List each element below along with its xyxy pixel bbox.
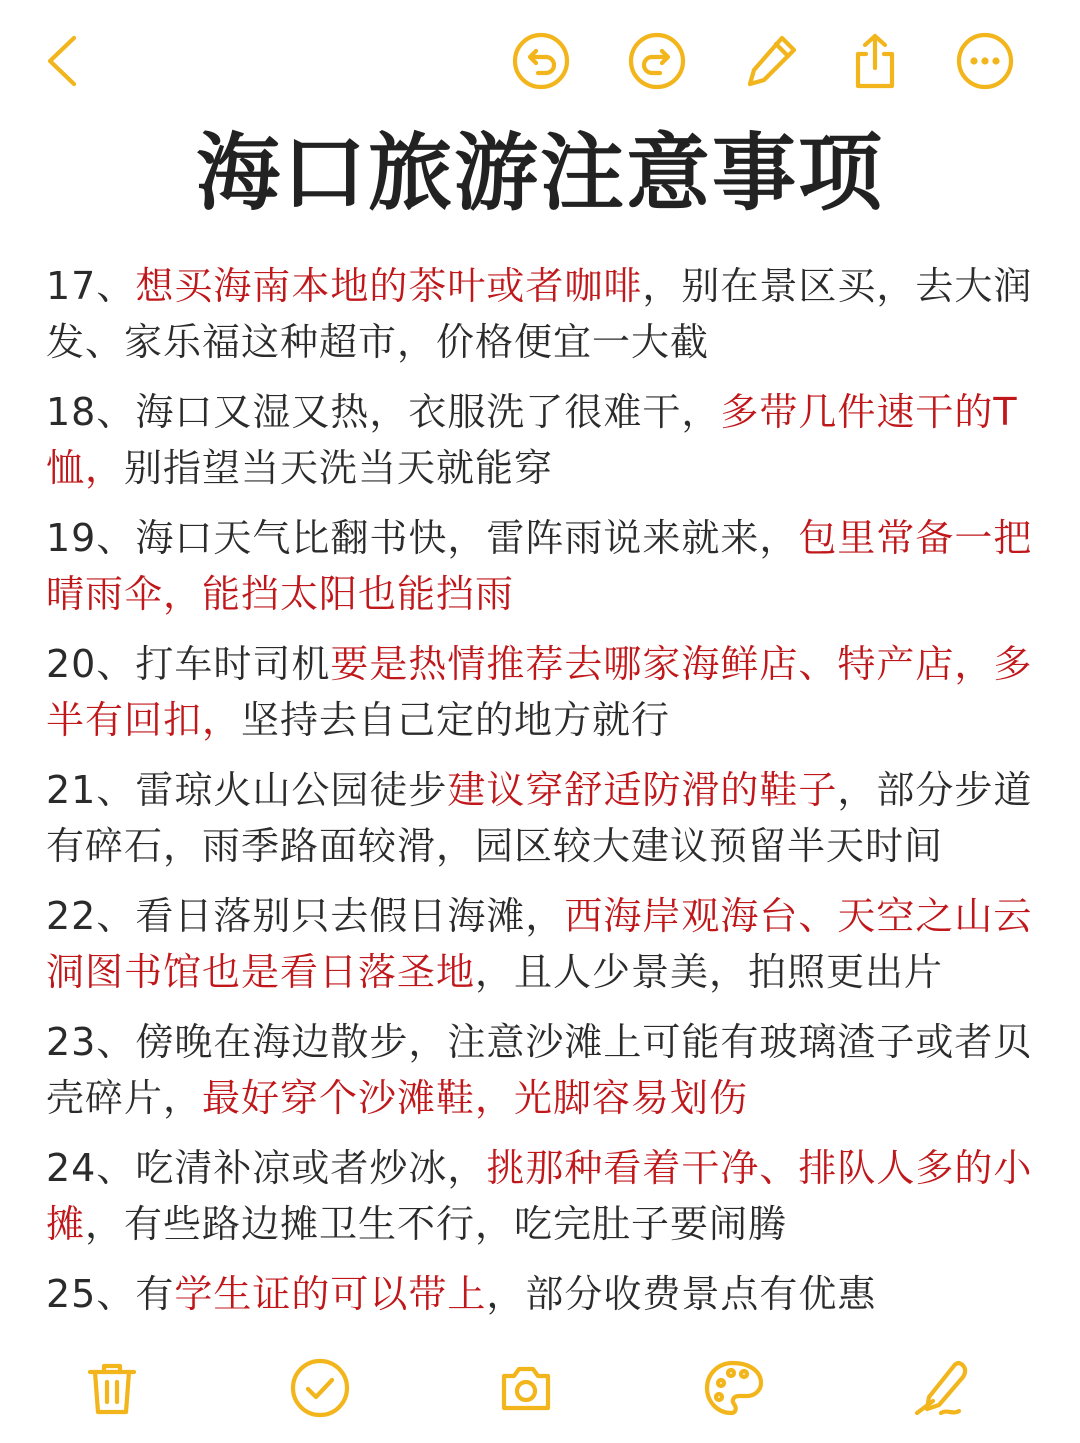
- note-item: [46, 1014, 1036, 1126]
- back-button[interactable]: [34, 32, 92, 90]
- share-icon: [846, 32, 904, 90]
- note-item: [46, 888, 1036, 1000]
- highlighted-text: 学生证的可以带上: [174, 1272, 487, 1316]
- note-item: [46, 1140, 1036, 1252]
- item-text: 20、打车时司机: [46, 642, 331, 686]
- undo-icon: [512, 32, 570, 90]
- item-text: ，部分收费景点有优惠: [486, 1272, 877, 1316]
- note-item: [46, 1266, 1036, 1322]
- note-item: [46, 762, 1036, 874]
- item-text: 25、有: [46, 1272, 175, 1316]
- checklist-button[interactable]: [288, 1356, 352, 1420]
- item-text: 18、海口又湿又热，衣服洗了很难干，: [46, 390, 721, 434]
- bottom-toolbar: [0, 1350, 1080, 1430]
- item-text: 24、吃清补凉或者炒冰，: [46, 1146, 487, 1190]
- page-title: 海口旅游注意事项: [195, 124, 884, 222]
- highlighted-text: 挑那种看着干净、排队人多的小摊: [46, 1146, 1033, 1246]
- pencil-icon: [742, 32, 800, 90]
- handwriting-button[interactable]: [910, 1356, 974, 1420]
- item-text: ，部分步道有碎石，雨季路面较滑，园区较大建议预留半天时间: [46, 768, 1033, 868]
- highlighted-text: 想买海南本地的茶叶或者咖啡: [135, 264, 643, 308]
- item-text: 23、傍晚在海边散步，注意沙滩上可能有玻璃渣子或者贝壳碎片，: [46, 1020, 1033, 1120]
- share-button[interactable]: [846, 32, 904, 90]
- drawing-button[interactable]: [702, 1356, 766, 1420]
- redo-icon: [628, 32, 686, 90]
- highlighted-text: 要是热情推荐去哪家海鲜店、特产店，多半有回扣，: [46, 642, 1033, 742]
- note-item: [46, 636, 1036, 748]
- highlighted-text: 多带几件速干的T恤，: [46, 390, 1018, 490]
- checkmark-circle-icon: [289, 1357, 351, 1419]
- camera-button[interactable]: [494, 1356, 558, 1420]
- note-item: [46, 384, 1036, 496]
- note-body[interactable]: [46, 258, 1036, 1336]
- more-button[interactable]: [956, 32, 1014, 90]
- edit-button[interactable]: [742, 32, 800, 90]
- trash-icon: [82, 1358, 142, 1418]
- pen-icon: [911, 1357, 973, 1419]
- more-icon: [956, 32, 1014, 90]
- item-text: 坚持去自己定的地方就行: [241, 698, 671, 742]
- undo-button[interactable]: [512, 32, 570, 90]
- note-item: [46, 510, 1036, 622]
- redo-button[interactable]: [628, 32, 686, 90]
- highlighted-text: 包里常备一把晴雨伞，能挡太阳也能挡雨: [46, 516, 1033, 616]
- note-item: [46, 258, 1036, 370]
- item-text: ，有些路边摊卫生不行，吃完肚子要闹腾: [85, 1202, 788, 1246]
- item-text: 22、看日落别只去假日海滩，: [46, 894, 565, 938]
- highlighted-text: 西海岸观海台、天空之山云洞图书馆也是看日落圣地: [46, 894, 1033, 994]
- item-text: 17、: [46, 264, 136, 308]
- delete-button[interactable]: [80, 1356, 144, 1420]
- item-text: ，别在景区买，去大润发、家乐福这种超市，价格便宜一大截: [46, 264, 1033, 364]
- toolbar: [0, 0, 1080, 120]
- item-text: 别指望当天洗当天就能穿: [124, 446, 554, 490]
- item-text: 19、海口天气比翻书快，雷阵雨说来就来，: [46, 516, 799, 560]
- item-text: 21、雷琼火山公园徒步: [46, 768, 448, 812]
- palette-icon: [703, 1357, 765, 1419]
- chevron-left-icon: [38, 32, 88, 90]
- highlighted-text: 最好穿个沙滩鞋，光脚容易划伤: [202, 1076, 749, 1120]
- item-text: ，且人少景美，拍照更出片: [475, 950, 944, 994]
- camera-icon: [496, 1358, 556, 1418]
- highlighted-text: 建议穿舒适防滑的鞋子: [447, 768, 838, 812]
